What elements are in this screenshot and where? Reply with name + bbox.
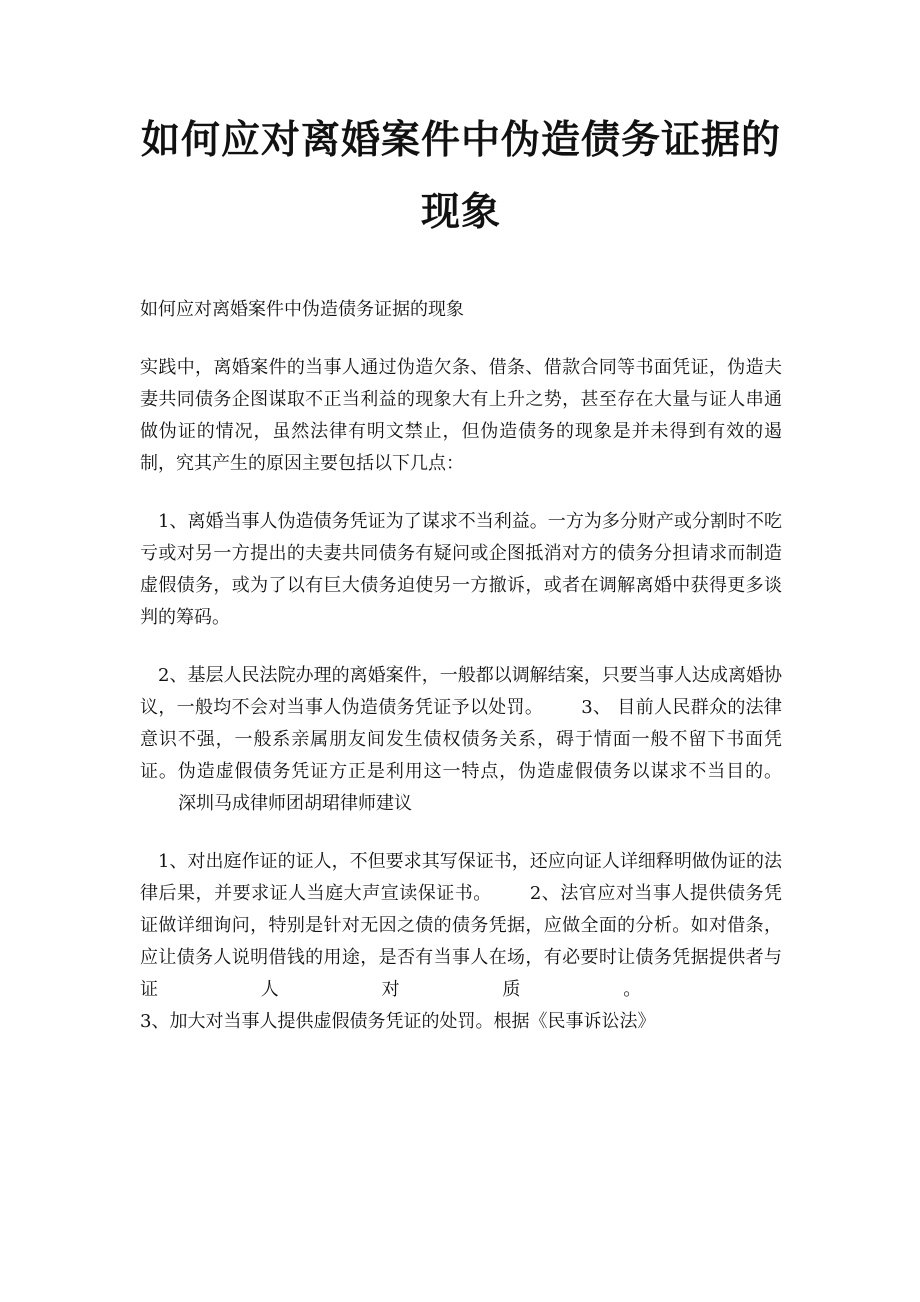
lawyer-advice-heading: 深圳马成律师团胡珺律师建议 (178, 793, 412, 814)
document-title: 如何应对离婚案件中伪造债务证据的现象 (140, 117, 781, 235)
paragraph-suggestions (140, 846, 782, 1038)
reason-2-text: 2、基层人民法院办理的离婚案件，一般都以调解结案，只要当事人达成离婚协议，一般均不会对当事人伪造债务凭证予以处罚。 (140, 665, 782, 718)
paragraph-intro: 实践中，离婚案件的当事人通过伪造欠条、借条、借款合同等书面凭证，伪造夫妻共同债务企图谋取不正当利益的现象大有上升之势，甚至存在大量与证人串通做伪证的情况，虽然法律有明文禁止，但伪造债务的现象是并未得到有效的遏制，究其产生的原因主要包括以下几点： (140, 357, 782, 474)
paragraph-reason-1: 1、离婚当事人伪造债务凭证为了谋求不当利益。一方为多分财产或分割时不吃亏或对另一方提出的夫妻共同债务有疑问或企图抵消对方的债务分担请求而制造虚假债务，或为了以有巨大债务迫使另一方撤诉，或者在调解离婚中获得更多谈判的筹码。 (140, 511, 782, 628)
paragraph-reasons-2-3 (140, 660, 782, 820)
suggestion-1-text: 1、对出庭作证的证人，不但要求其写保证书，还应向证人详细释明做伪证的法律后果，并要求证人当庭大声宣读保证书。 (140, 851, 782, 904)
suggestion-2-text: 2、法官应对当事人提供债务凭证做详细询问，特别是针对无因之债的债务凭据，应做全面的分析。如对借条，应让债务人说明借钱的用途，是否有当事人在场，有必要时让债务凭据提供者与证人对质。 (140, 883, 783, 1000)
suggestion-3-text: 3、加大对当事人提供虚假债务凭证的处罚。根据《民事诉讼法》 (140, 1011, 656, 1032)
document-subtitle: 如何应对离婚案件中伪造债务证据的现象 (140, 299, 464, 320)
reason-3-text: 3、 目前人民群众的法律意识不强，一般系亲属朋友间发生债权债务关系，碍于情面一般不留下书面凭证。伪造虚假债务凭证方正是利用这一特点，伪造虚假债务以谋求不当目的。 (140, 697, 782, 782)
